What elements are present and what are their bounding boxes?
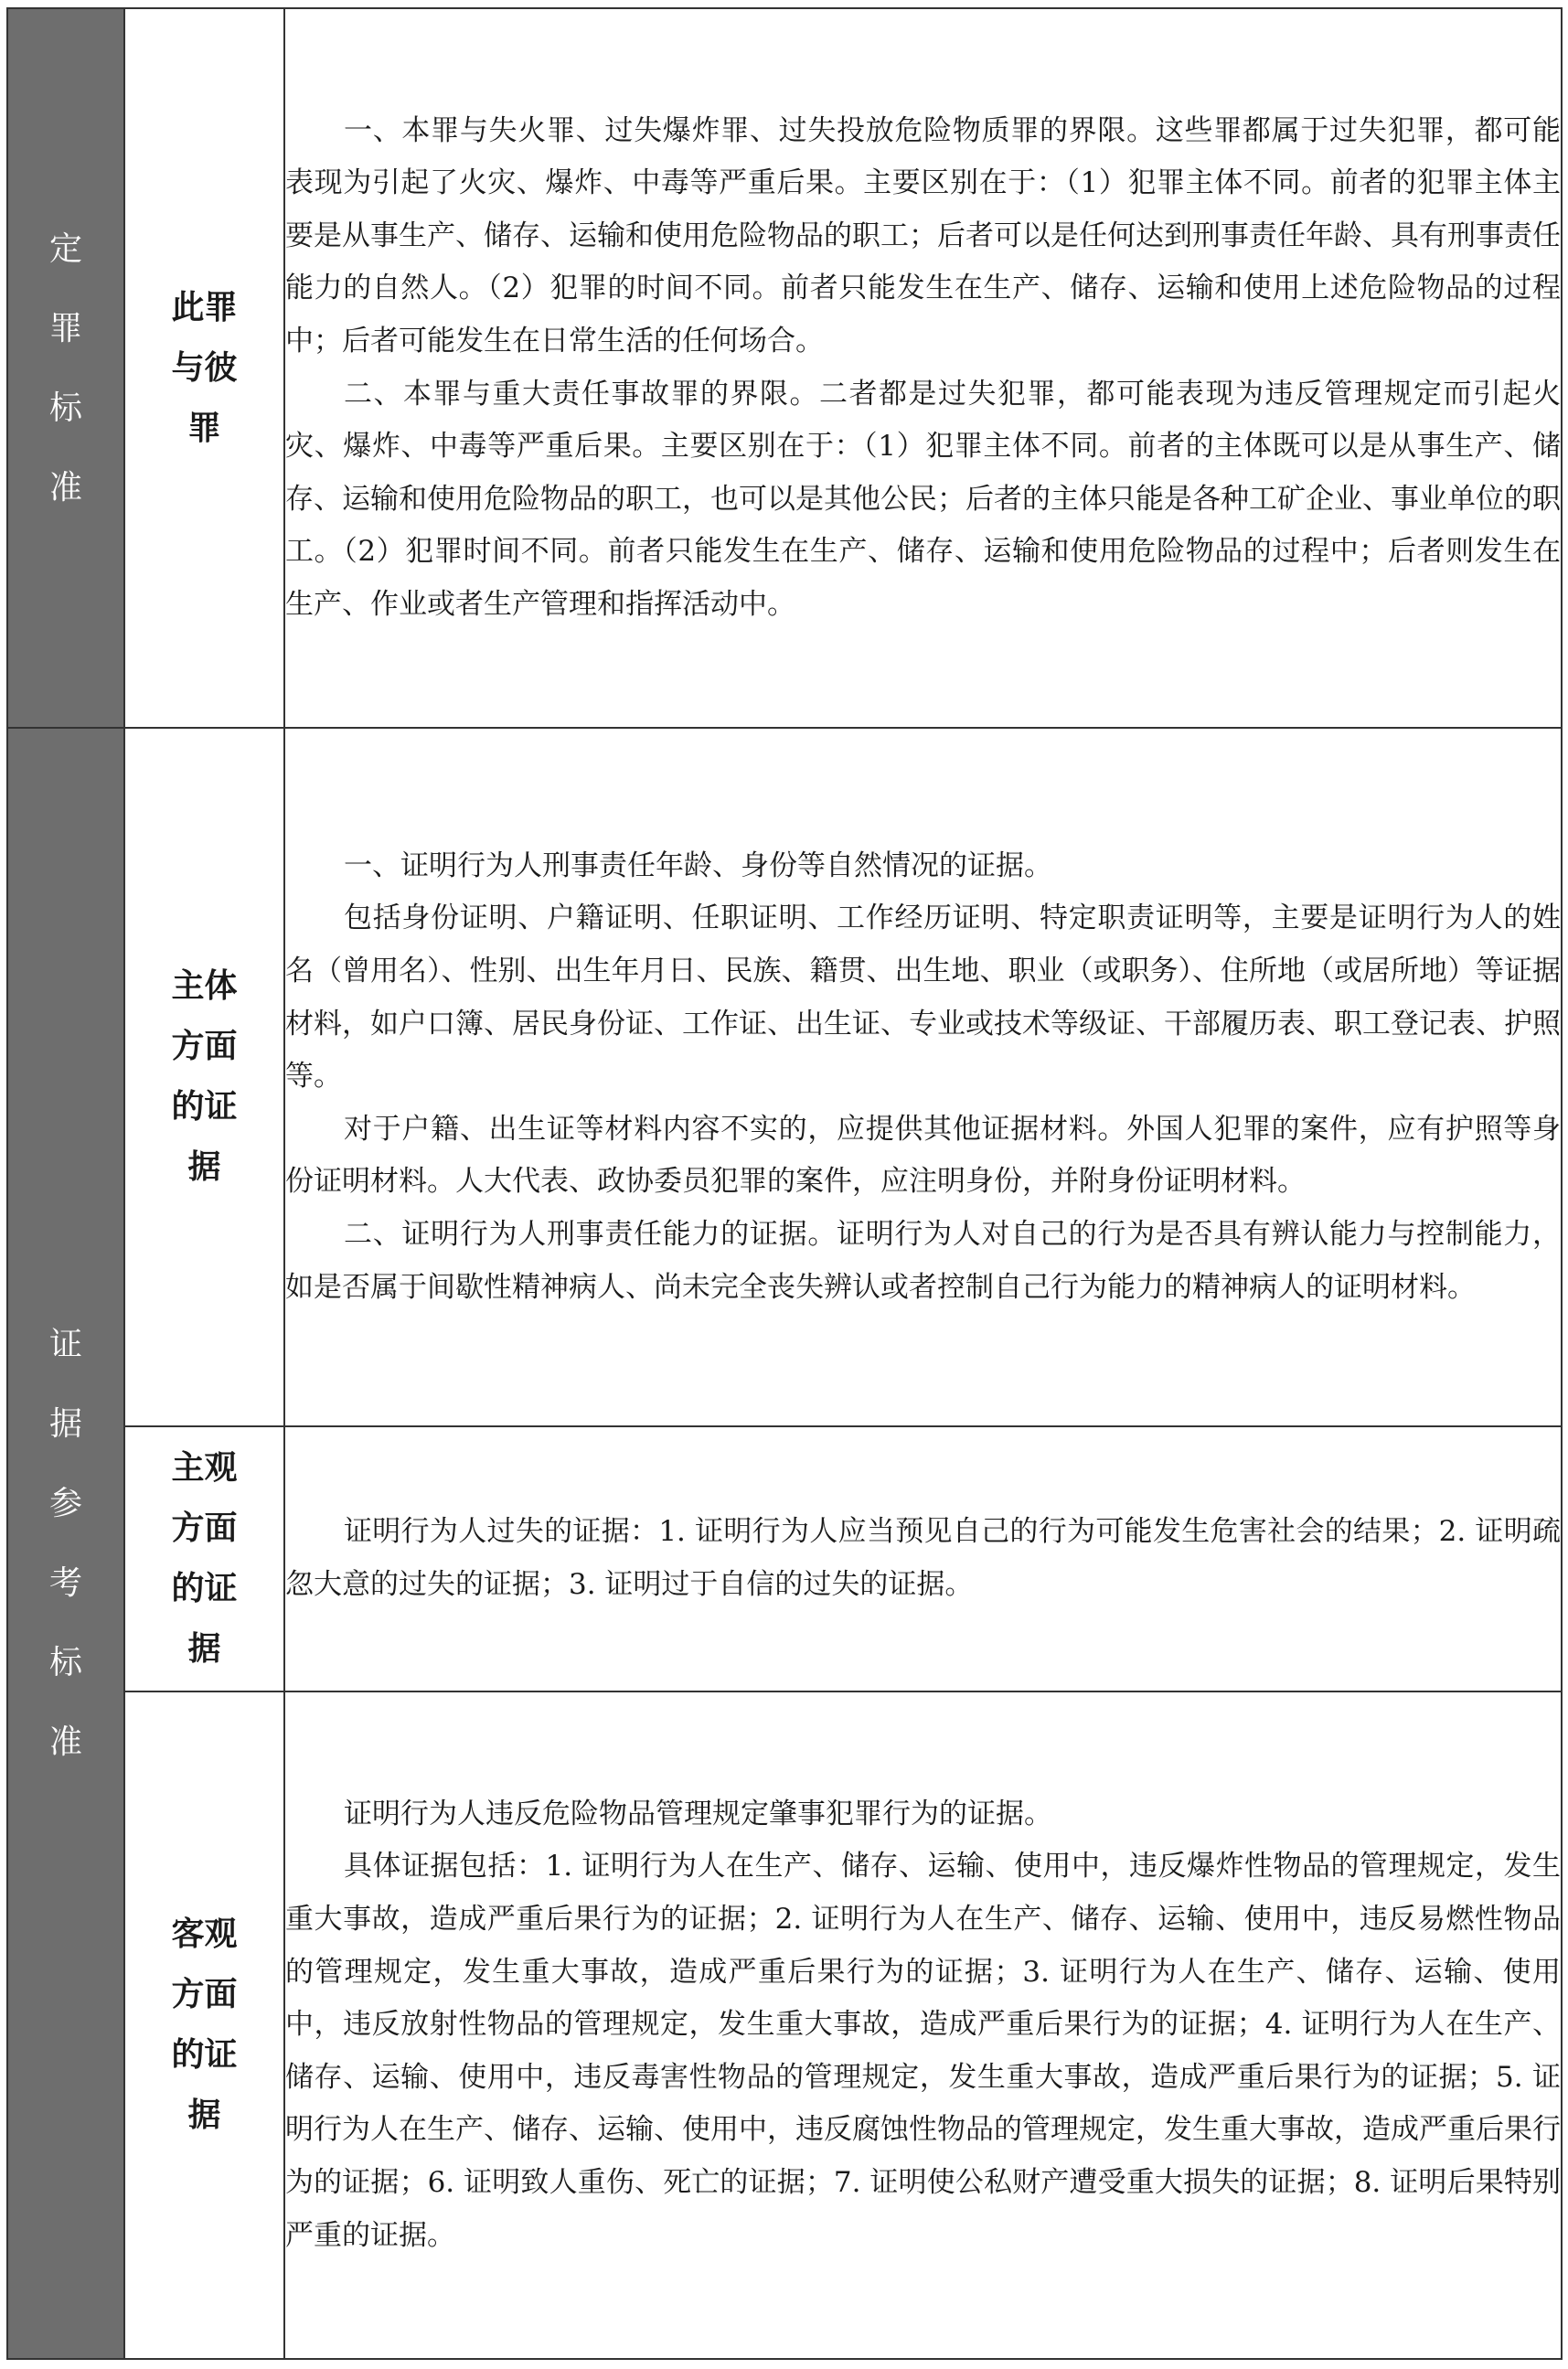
subcategory-label: 主观方面的证据 [171, 1449, 238, 1668]
subcategory-label: 此罪与彼罪 [171, 288, 238, 447]
content-paragraph: 证明行为人违反危险物品管理规定肇事犯罪行为的证据。 [344, 1797, 1052, 1830]
content-cell [284, 1691, 1562, 2359]
content-paragraph: 二、本罪与重大责任事故罪的界限。二者都是过失犯罪，都可能表现为违反管理规定而引起火灾、爆炸、中毒等严重后果。主要区别在于：（1）犯罪主体不同。前者的主体既可以是从事生产、储存、运输和使用危险物品的职工，也可以是其他公民；后者的主体只能是各种工矿企业、事业单位的职工。（2）犯罪时间不同。前者只能发生在生产、储存、运输和使用危险物品的过程中；后者则发生在生产、作业或者生产管理和指挥活动中。 [285, 377, 1561, 621]
content-cell [284, 8, 1562, 728]
subcategory-cell-subject-evidence [124, 728, 284, 1426]
content-cell [284, 1426, 1562, 1691]
category-label: 定罪标准 [48, 229, 82, 507]
subcategory-cell-this-vs-that-crime [124, 8, 284, 728]
category-cell-evidence-standard [7, 728, 124, 2359]
legal-standards-table [6, 7, 1563, 2360]
content-paragraph: 包括身份证明、户籍证明、任职证明、工作经历证明、特定职责证明等，主要是证明行为人的姓名（曾用名）、性别、出生年月日、民族、籍贯、出生地、职业（或职务）、住所地（或居所地）等证据材料，如户口簿、居民身份证、工作证、出生证、专业或技术等级证、干部履历表、职工登记表、护照等。 [285, 902, 1561, 1094]
subcategory-label: 客观方面的证据 [171, 1915, 238, 2134]
content-paragraph: 对于户籍、出生证等材料内容不实的，应提供其他证据材料。外国人犯罪的案件，应有护照等身份证明材料。人大代表、政协委员犯罪的案件，应注明身份，并附身份证明材料。 [285, 1112, 1561, 1199]
content-paragraph: 具体证据包括：1. 证明行为人在生产、储存、运输、使用中，违反爆炸性物品的管理规定，发生重大事故，造成严重后果行为的证据；2. 证明行为人在生产、储存、运输、使用中，违反易燃性物品的管理规定，发生重大事故，造成严重后果行为的证据；3. 证明行为人在生产、储存、运输、使用中，违反放射性物品的管理规定，发生重大事故，造成严重后果行为的证据；4. 证明行为人在生产、储存、运输、使用中，违反毒害性物品的管理规定，发生重大事故，造成严重后果行为的证据；5. 证明行为人在生产、储存、运输、使用中，违反腐蚀性物品的管理规定，发生重大事故，造成严重后果行为的证据；6. 证明致人重伤、死亡的证据；7. 证明使公私财产遭受重大损失的证据；8. 证明后果特别严重的证据。 [285, 1850, 1561, 2252]
content-cell [284, 728, 1562, 1426]
content-paragraph: 一、证明行为人刑事责任年龄、身份等自然情况的证据。 [344, 848, 1052, 882]
category-cell-conviction-standard [7, 8, 124, 728]
content-paragraph: 二、证明行为人刑事责任能力的证据。证明行为人对自己的行为是否具有辨认能力与控制能力，如是否属于间歇性精神病人、尚未完全丧失辨认或者控制自己行为能力的精神病人的证明材料。 [285, 1217, 1561, 1304]
category-label: 证据参考标准 [48, 1326, 82, 1761]
table-row [7, 1691, 1562, 2359]
table-row [7, 1426, 1562, 1691]
content-paragraph: 证明行为人过失的证据：1. 证明行为人应当预见自己的行为可能发生危害社会的结果；2. 证明疏忽大意的过失的证据；3. 证明过于自信的过失的证据。 [285, 1515, 1561, 1601]
content-paragraph: 一、本罪与失火罪、过失爆炸罪、过失投放危险物质罪的界限。这些罪都属于过失犯罪，都可能表现为引起了火灾、爆炸、中毒等严重后果。主要区别在于：（1）犯罪主体不同。前者的犯罪主体主要是从事生产、储存、运输和使用危险物品的职工；后者可以是任何达到刑事责任年龄、具有刑事责任能力的自然人。（2）犯罪的时间不同。前者只能发生在生产、储存、运输和使用上述危险物品的过程中；后者可能发生在日常生活的任何场合。 [285, 113, 1561, 357]
subcategory-cell-objective-evidence [124, 1691, 284, 2359]
table-row [7, 728, 1562, 1426]
table-row [7, 8, 1562, 728]
subcategory-cell-subjective-evidence [124, 1426, 284, 1691]
subcategory-label: 主体方面的证据 [171, 967, 238, 1186]
